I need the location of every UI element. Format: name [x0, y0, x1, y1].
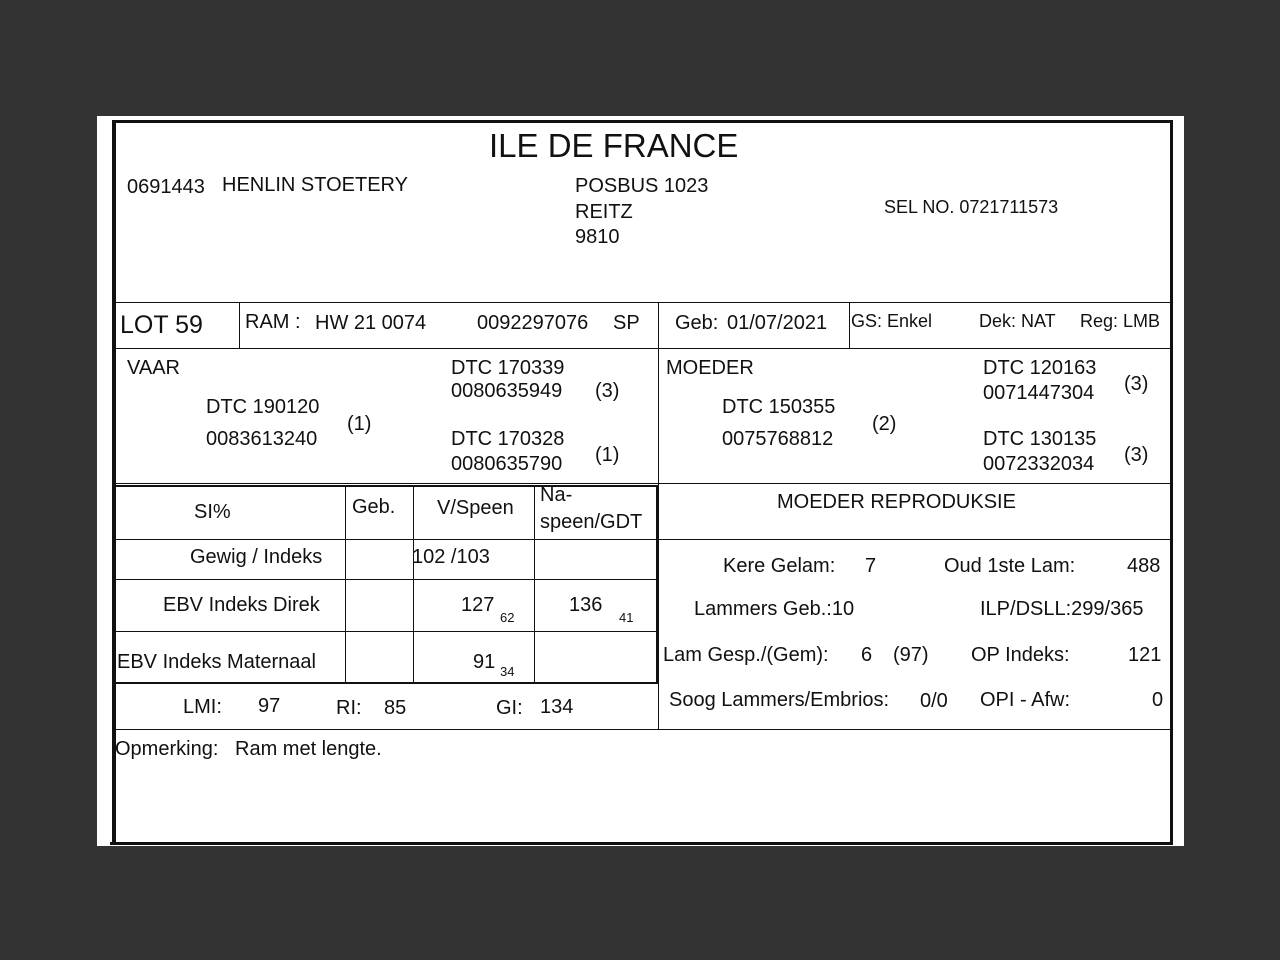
kere-value: 7	[865, 555, 877, 577]
dam-dtc: DTC 150355	[722, 396, 836, 418]
frame-right	[1170, 120, 1173, 844]
dam-number: 0075768812	[722, 428, 834, 450]
dam-sire-dtc: DTC 120163	[983, 357, 1097, 379]
divider	[534, 485, 535, 683]
sire-dtc: DTC 190120	[206, 396, 320, 418]
row-vspeen: 127	[461, 594, 495, 616]
sire-sire-code: (3)	[595, 380, 620, 402]
birth-date: 01/07/2021	[727, 312, 828, 334]
divider	[114, 682, 658, 684]
address-line-1: POSBUS 1023	[575, 175, 709, 197]
address-line-2: REITZ	[575, 201, 633, 223]
frame-bottom	[110, 842, 1173, 845]
gesp-average: (97)	[893, 644, 929, 666]
lot-number: LOT 59	[120, 311, 203, 339]
gi-label: GI:	[496, 697, 523, 719]
op-label: OP Indeks:	[971, 644, 1070, 666]
divider	[114, 483, 1171, 484]
row-vspeen-sub: 62	[500, 610, 515, 625]
dam-code: (2)	[872, 413, 897, 435]
birth-label: Geb:	[675, 312, 719, 334]
sire-dam-code: (1)	[595, 444, 620, 466]
divider	[849, 302, 850, 348]
row-naspeen-sub: 41	[619, 610, 634, 625]
divider	[413, 485, 414, 683]
vspeen-header: V/Speen	[437, 497, 514, 519]
ri-label: RI:	[336, 697, 362, 719]
divider	[114, 579, 658, 580]
ram-id: HW 21 0074	[315, 312, 427, 334]
si-header: SI%	[194, 501, 231, 523]
lmi-value: 97	[258, 695, 281, 717]
gesp-label: Lam Gesp./(Gem):	[663, 644, 829, 666]
row-label: Gewig / Indeks	[190, 546, 323, 568]
soog-label: Soog Lammers/Embrios:	[669, 689, 890, 711]
sire-sire-dtc: DTC 170339	[451, 357, 565, 379]
divider	[114, 348, 1171, 349]
frame-top	[112, 120, 1173, 123]
divider	[239, 302, 240, 348]
ilp-dsll: ILP/DSLL:299/365	[980, 598, 1144, 620]
frame-left	[112, 120, 116, 844]
moeder-label: MOEDER	[666, 357, 754, 379]
breeder-name: HENLIN STOETERY	[222, 174, 408, 196]
divider	[114, 631, 658, 632]
row-label: EBV Indeks Direk	[163, 594, 320, 616]
breed-title: ILE DE FRANCE	[489, 127, 739, 164]
ram-label: RAM :	[245, 311, 301, 333]
remark-text: Ram met lengte.	[235, 738, 382, 760]
gesp-value: 6	[861, 644, 873, 666]
dam-sire-number: 0071447304	[983, 382, 1095, 404]
lammers-geb: Lammers Geb.:10	[694, 598, 855, 620]
row-vspeen: 91	[473, 651, 496, 673]
breeder-number: 0691443	[127, 176, 205, 198]
naspeen-header-2: speen/GDT	[540, 511, 643, 533]
registration-number: 0092297076	[477, 312, 589, 334]
ri-value: 85	[384, 697, 407, 719]
sire-number: 0083613240	[206, 428, 318, 450]
divider	[656, 485, 658, 684]
sire-sire-number: 0080635949	[451, 380, 563, 402]
oud-label: Oud 1ste Lam:	[944, 555, 1076, 577]
divider	[114, 302, 1171, 303]
row-label: EBV Indeks Maternaal	[117, 651, 316, 673]
reproduction-title: MOEDER REPRODUKSIE	[777, 491, 1016, 513]
dam-sire-code: (3)	[1124, 373, 1149, 395]
divider	[658, 302, 659, 730]
dam-dam-dtc: DTC 130135	[983, 428, 1097, 450]
lot-card	[97, 116, 1184, 846]
naspeen-header-1: Na-	[540, 484, 573, 506]
lmi-label: LMI:	[183, 696, 222, 718]
sex-code: SP	[613, 312, 640, 334]
sire-dam-number: 0080635790	[451, 453, 563, 475]
reg-value: Reg: LMB	[1080, 311, 1161, 331]
divider	[114, 729, 1171, 730]
kere-label: Kere Gelam:	[723, 555, 836, 577]
row-naspeen: 136	[569, 594, 603, 616]
op-value: 121	[1128, 644, 1162, 666]
divider	[658, 539, 1173, 540]
remark-label: Opmerking:	[115, 738, 219, 760]
row-vspeen: 102 /103	[412, 546, 490, 568]
geb-header: Geb.	[352, 496, 396, 518]
divider	[114, 485, 658, 487]
sire-code: (1)	[347, 413, 372, 435]
dam-dam-number: 0072332034	[983, 453, 1095, 475]
opi-value: 0	[1152, 689, 1164, 711]
sire-dam-dtc: DTC 170328	[451, 428, 565, 450]
oud-value: 488	[1127, 555, 1161, 577]
gi-value: 134	[540, 696, 574, 718]
vaar-label: VAAR	[127, 357, 180, 379]
dam-dam-code: (3)	[1124, 444, 1149, 466]
address-line-3: 9810	[575, 226, 620, 248]
gs-value: GS: Enkel	[851, 311, 933, 331]
sel-number: SEL NO. 0721711573	[884, 197, 1059, 217]
divider	[345, 485, 346, 683]
row-vspeen-sub: 34	[500, 664, 515, 679]
divider	[114, 539, 658, 540]
opi-label: OPI - Afw:	[980, 689, 1071, 711]
dek-value: Dek: NAT	[979, 311, 1056, 331]
soog-value: 0/0	[920, 690, 948, 712]
